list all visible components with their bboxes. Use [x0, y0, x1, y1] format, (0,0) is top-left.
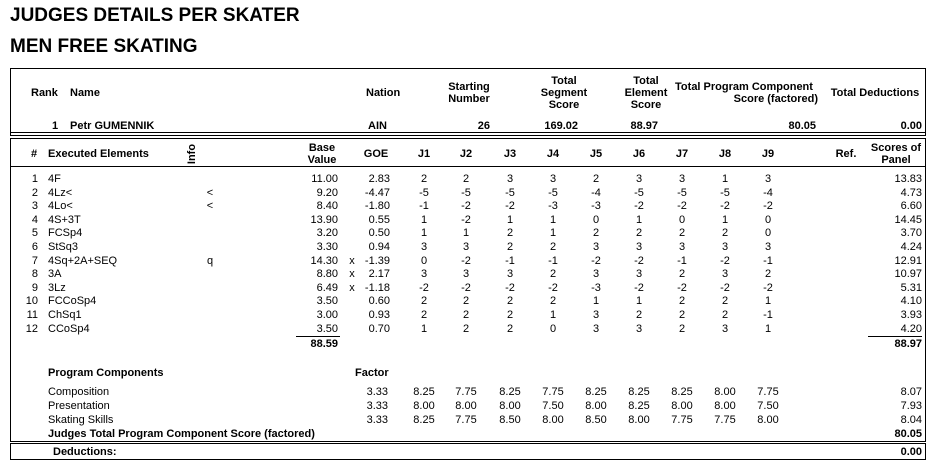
component-factor: 3.33 [366, 386, 388, 398]
component-judge-4-score: 7.50 [542, 400, 564, 412]
component-judge-2-score: 7.75 [455, 386, 477, 398]
element-info: < [206, 200, 214, 213]
element-judge-8-score: 3 [721, 268, 729, 281]
element-number: 5 [31, 227, 38, 240]
elements-total-base: 88.59 [310, 338, 338, 350]
base-total-divider [296, 336, 340, 337]
component-judge-7-score: 8.25 [671, 386, 693, 398]
element-judge-5-score: 3 [592, 268, 600, 281]
element-judge-6-score: 2 [635, 309, 643, 321]
element-judge-7-score: -2 [677, 281, 687, 294]
element-number: 12 [25, 322, 38, 335]
element-name: 3A [48, 268, 62, 281]
element-goe: 0.55 [368, 213, 390, 226]
element-judge-5-score: 3 [592, 309, 600, 321]
element-judge-2-score: 1 [462, 227, 470, 240]
skater-name: Petr GUMENNIK [70, 120, 155, 132]
element-judge-3-score: 2 [506, 241, 514, 253]
element-number: 3 [31, 200, 38, 213]
element-panel-score: 4.73 [900, 186, 922, 199]
rank-header: Rank [31, 87, 58, 99]
judge-header-2: J2 [459, 148, 473, 160]
skater-total-element-score: 88.97 [630, 120, 658, 132]
element-judge-4-score: -2 [548, 281, 558, 294]
component-judge-5-score: 8.50 [585, 414, 607, 426]
element-judge-4-score: 2 [549, 295, 557, 308]
element-judge-2-score: 3 [462, 268, 470, 281]
component-judge-4-score: 8.00 [542, 414, 564, 426]
element-judge-8-score: -2 [720, 254, 730, 267]
executed-elements-header: Executed Elements [48, 148, 149, 160]
element-panel-score: 12.91 [894, 254, 922, 267]
element-number: 10 [25, 295, 38, 308]
element-name: CCoSp4 [48, 322, 90, 335]
element-judge-9-score: 1 [764, 295, 772, 308]
element-info: q [206, 254, 214, 267]
element-judge-2-score: -2 [461, 254, 471, 267]
element-panel-score: 3.93 [900, 309, 922, 321]
element-goe: 0.60 [368, 295, 390, 308]
component-judge-4-score: 7.75 [542, 386, 564, 398]
element-bonus-marker: x [349, 254, 355, 267]
elements-total-score: 88.97 [894, 338, 922, 350]
element-name: FCCoSp4 [48, 295, 97, 308]
element-judge-5-score: -4 [591, 186, 601, 199]
element-base-value: 3.30 [316, 241, 338, 253]
element-bonus-marker: x [349, 281, 355, 294]
component-judge-6-score: 8.25 [628, 400, 650, 412]
element-goe: -4.47 [364, 186, 390, 199]
deductions-label: Deductions: [53, 446, 117, 458]
element-base-value: 9.20 [316, 186, 338, 199]
skater-rank: 1 [52, 120, 59, 132]
judge-header-8: J8 [718, 148, 732, 160]
element-judge-7-score: -2 [677, 200, 687, 213]
element-judge-3-score: 2 [506, 227, 514, 240]
element-judge-2-score: -5 [461, 186, 471, 199]
element-judge-5-score: -3 [591, 281, 601, 294]
component-judge-8-score: 8.00 [714, 400, 736, 412]
element-judge-8-score: -5 [720, 186, 730, 199]
element-judge-2-score: 2 [462, 295, 470, 308]
component-judge-7-score: 8.00 [671, 400, 693, 412]
element-name: 4Lo< [48, 200, 73, 213]
element-judge-3-score: -2 [505, 281, 515, 294]
element-judge-6-score: -2 [634, 254, 644, 267]
element-judge-2-score: -2 [461, 281, 471, 294]
judge-header-6: J6 [632, 148, 646, 160]
element-judge-1-score: 2 [420, 295, 428, 308]
component-factor: 3.33 [366, 400, 388, 412]
skater-total-segment-score: 169.02 [544, 120, 578, 132]
element-judge-9-score: -2 [763, 200, 773, 213]
element-name: 4Lz< [48, 186, 73, 199]
element-base-value: 3.00 [316, 309, 338, 321]
element-judge-1-score: 2 [420, 309, 428, 321]
element-panel-score: 5.31 [900, 281, 922, 294]
component-judge-6-score: 8.00 [628, 414, 650, 426]
element-panel-score: 3.70 [900, 227, 922, 240]
element-judge-3-score: 2 [506, 295, 514, 308]
element-judge-3-score: 2 [506, 322, 514, 335]
element-judge-3-score: 3 [506, 173, 514, 185]
page-title: JUDGES DETAILS PER SKATER [10, 5, 300, 26]
element-goe: -1.80 [364, 200, 390, 213]
element-judge-8-score: 1 [721, 173, 729, 185]
ref-header: Ref. [835, 148, 857, 160]
component-judge-5-score: 8.25 [585, 386, 607, 398]
element-goe: 0.50 [368, 227, 390, 240]
element-base-value: 6.49 [316, 281, 338, 294]
element-judge-3-score: -2 [505, 200, 515, 213]
element-judge-6-score: 1 [635, 295, 643, 308]
element-judge-7-score: 2 [678, 227, 686, 240]
element-name: StSq3 [48, 241, 78, 253]
nation-header: Nation [366, 87, 401, 99]
element-judge-9-score: 3 [764, 173, 772, 185]
element-judge-6-score: -2 [634, 200, 644, 213]
element-judge-5-score: 3 [592, 322, 600, 335]
element-judge-4-score: -3 [548, 200, 558, 213]
pcs-total-value: 80.05 [894, 428, 922, 440]
element-name: 4S+3T [48, 213, 81, 226]
element-judge-1-score: 0 [420, 254, 428, 267]
element-goe: 0.94 [368, 241, 390, 253]
component-judge-1-score: 8.00 [413, 400, 435, 412]
component-judge-9-score: 7.75 [757, 386, 779, 398]
judge-header-9: J9 [761, 148, 775, 160]
element-judge-8-score: 3 [721, 322, 729, 335]
element-judge-7-score: 0 [678, 213, 686, 226]
element-judge-5-score: -2 [591, 254, 601, 267]
element-base-value: 11.00 [311, 173, 338, 185]
element-judge-9-score: -1 [763, 254, 773, 267]
element-bonus-marker: x [349, 268, 355, 281]
element-judge-4-score: 2 [549, 241, 557, 253]
component-judge-1-score: 8.25 [413, 414, 435, 426]
component-judge-9-score: 7.50 [757, 400, 779, 412]
element-judge-6-score: 3 [635, 173, 643, 185]
judge-header-7: J7 [675, 148, 689, 160]
element-judge-8-score: 2 [721, 295, 729, 308]
segment-title: MEN FREE SKATING [10, 36, 198, 57]
element-judge-8-score: 1 [721, 213, 729, 226]
element-goe: 0.70 [368, 322, 390, 335]
starting-number-header: Starting Number [448, 81, 490, 105]
component-judge-5-score: 8.00 [585, 400, 607, 412]
element-goe: -1.39 [364, 254, 390, 267]
component-panel-score: 8.07 [900, 386, 922, 398]
element-judge-9-score: 0 [764, 213, 772, 226]
skater-total-deductions: 0.00 [900, 120, 922, 132]
score-total-divider [868, 336, 922, 337]
deductions-value: 0.00 [900, 446, 922, 458]
element-info: < [206, 186, 214, 199]
component-judge-2-score: 8.00 [455, 400, 477, 412]
total-element-score-header: Total Element Score [624, 75, 668, 111]
judge-header-1: J1 [417, 148, 431, 160]
num-header: # [31, 148, 38, 160]
factor-header: Factor [355, 367, 389, 379]
summary-divider [10, 132, 926, 133]
skater-starting-number: 26 [477, 120, 490, 132]
total-deductions-header: Total Deductions [830, 87, 920, 99]
elements-header-divider [10, 166, 926, 167]
element-judge-9-score: -2 [763, 281, 773, 294]
element-judge-2-score: -2 [461, 200, 471, 213]
element-judge-2-score: 3 [462, 241, 470, 253]
skater-total-pcs: 80.05 [788, 120, 816, 132]
element-judge-7-score: -5 [677, 186, 687, 199]
element-panel-score: 4.10 [900, 295, 922, 308]
component-judge-9-score: 8.00 [757, 414, 779, 426]
element-judge-7-score: 3 [678, 241, 686, 253]
element-number: 6 [31, 241, 38, 253]
element-judge-4-score: 1 [549, 213, 557, 226]
element-judge-7-score: 2 [678, 322, 686, 335]
scores-of-panel-header: Scores of Panel [870, 142, 922, 166]
element-panel-score: 13.83 [894, 173, 922, 185]
total-segment-score-header: Total Segment Score [540, 75, 588, 111]
element-name: 4Sq+2A+SEQ [48, 254, 118, 267]
element-number: 2 [31, 186, 38, 199]
pcs-total-label: Judges Total Program Component Score (factored) [48, 428, 315, 440]
skater-nation: AIN [368, 120, 387, 132]
element-judge-4-score: 3 [549, 173, 557, 185]
element-judge-1-score: 2 [420, 173, 428, 185]
element-judge-6-score: 2 [635, 227, 643, 240]
element-judge-8-score: 2 [721, 227, 729, 240]
element-judge-4-score: 0 [549, 322, 557, 335]
element-panel-score: 4.20 [900, 322, 922, 335]
element-judge-8-score: -2 [720, 281, 730, 294]
element-judge-9-score: 2 [764, 268, 772, 281]
element-judge-9-score: 3 [764, 241, 772, 253]
element-judge-6-score: -2 [634, 281, 644, 294]
element-judge-4-score: 1 [549, 227, 557, 240]
element-number: 7 [31, 254, 38, 267]
element-judge-4-score: -1 [548, 254, 558, 267]
element-judge-8-score: 2 [721, 309, 729, 321]
element-judge-8-score: -2 [720, 200, 730, 213]
element-judge-5-score: 3 [592, 241, 600, 253]
element-name: FCSp4 [48, 227, 83, 240]
component-panel-score: 8.04 [900, 414, 922, 426]
component-judge-8-score: 8.00 [714, 386, 736, 398]
component-judge-7-score: 7.75 [671, 414, 693, 426]
element-judge-1-score: 1 [420, 322, 428, 335]
element-base-value: 14.30 [310, 254, 338, 267]
element-judge-9-score: 0 [764, 227, 772, 240]
component-judge-1-score: 8.25 [413, 386, 435, 398]
element-judge-5-score: 1 [592, 295, 600, 308]
element-panel-score: 4.24 [900, 241, 922, 253]
component-judge-3-score: 8.25 [499, 386, 521, 398]
element-base-value: 3.20 [316, 227, 338, 240]
info-header: Info [186, 143, 198, 165]
element-number: 11 [26, 309, 38, 321]
element-judge-3-score: 3 [506, 268, 514, 281]
component-factor: 3.33 [366, 414, 388, 426]
element-judge-9-score: 1 [764, 322, 772, 335]
component-name: Skating Skills [48, 414, 114, 426]
element-base-value: 13.90 [310, 213, 338, 226]
element-number: 4 [31, 213, 38, 226]
component-judge-6-score: 8.25 [628, 386, 650, 398]
element-judge-3-score: -5 [505, 186, 515, 199]
element-judge-1-score: -2 [419, 281, 429, 294]
element-judge-5-score: 2 [592, 173, 600, 185]
component-judge-3-score: 8.00 [499, 400, 521, 412]
component-name: Presentation [48, 400, 110, 412]
element-judge-8-score: 3 [721, 241, 729, 253]
element-judge-6-score: -5 [634, 186, 644, 199]
element-judge-2-score: 2 [462, 309, 470, 321]
component-judge-8-score: 7.75 [714, 414, 736, 426]
element-judge-1-score: 1 [420, 227, 428, 240]
element-judge-7-score: -1 [677, 254, 687, 267]
element-judge-6-score: 1 [635, 213, 643, 226]
element-number: 9 [31, 281, 38, 294]
element-name: 4F [48, 173, 61, 185]
element-panel-score: 14.45 [894, 213, 922, 226]
program-components-header: Program Components [48, 367, 164, 379]
component-judge-2-score: 7.75 [455, 414, 477, 426]
element-judge-7-score: 2 [678, 268, 686, 281]
element-judge-7-score: 2 [678, 309, 686, 321]
element-judge-3-score: 1 [506, 213, 514, 226]
element-judge-4-score: 2 [549, 268, 557, 281]
element-judge-5-score: 0 [592, 213, 600, 226]
element-judge-6-score: 3 [635, 241, 643, 253]
element-judge-6-score: 3 [635, 268, 643, 281]
total-pcs-header: Total Program Component Score (factored) [675, 81, 818, 105]
element-judge-1-score: 3 [420, 268, 428, 281]
element-judge-9-score: -4 [763, 186, 773, 199]
element-judge-1-score: 1 [420, 213, 428, 226]
element-number: 8 [31, 268, 38, 281]
judge-header-3: J3 [503, 148, 517, 160]
element-base-value: 8.40 [316, 200, 338, 213]
element-judge-2-score: 2 [462, 322, 470, 335]
judge-header-4: J4 [546, 148, 560, 160]
goe-header: GOE [363, 148, 389, 160]
element-name: ChSq1 [48, 309, 82, 321]
element-goe: -1.18 [364, 281, 390, 294]
element-judge-1-score: -1 [419, 200, 429, 213]
element-goe: 2.17 [368, 268, 390, 281]
element-judge-1-score: 3 [420, 241, 428, 253]
element-name: 3Lz [48, 281, 66, 294]
name-header: Name [70, 87, 100, 99]
element-judge-3-score: -1 [505, 254, 515, 267]
base-value-header: Base Value [307, 142, 337, 166]
element-judge-1-score: -5 [419, 186, 429, 199]
element-judge-7-score: 2 [678, 295, 686, 308]
element-base-value: 3.50 [316, 295, 338, 308]
component-panel-score: 7.93 [900, 400, 922, 412]
element-panel-score: 6.60 [900, 200, 922, 213]
element-number: 1 [31, 173, 38, 185]
component-name: Composition [48, 386, 110, 398]
element-panel-score: 10.97 [894, 268, 922, 281]
element-goe: 2.83 [368, 173, 390, 185]
component-judge-3-score: 8.50 [499, 414, 521, 426]
deductions-box [10, 443, 926, 460]
element-judge-2-score: -2 [461, 213, 471, 226]
element-judge-7-score: 3 [678, 173, 686, 185]
element-judge-2-score: 2 [462, 173, 470, 185]
judge-header-5: J5 [589, 148, 603, 160]
element-base-value: 8.80 [316, 268, 338, 281]
element-judge-9-score: -1 [763, 309, 773, 321]
element-judge-6-score: 3 [635, 322, 643, 335]
element-judge-4-score: 1 [549, 309, 557, 321]
element-judge-5-score: 2 [592, 227, 600, 240]
element-judge-5-score: -3 [591, 200, 601, 213]
element-base-value: 3.50 [316, 322, 338, 335]
element-judge-4-score: -5 [548, 186, 558, 199]
element-judge-3-score: 2 [506, 309, 514, 321]
element-goe: 0.93 [368, 309, 390, 321]
